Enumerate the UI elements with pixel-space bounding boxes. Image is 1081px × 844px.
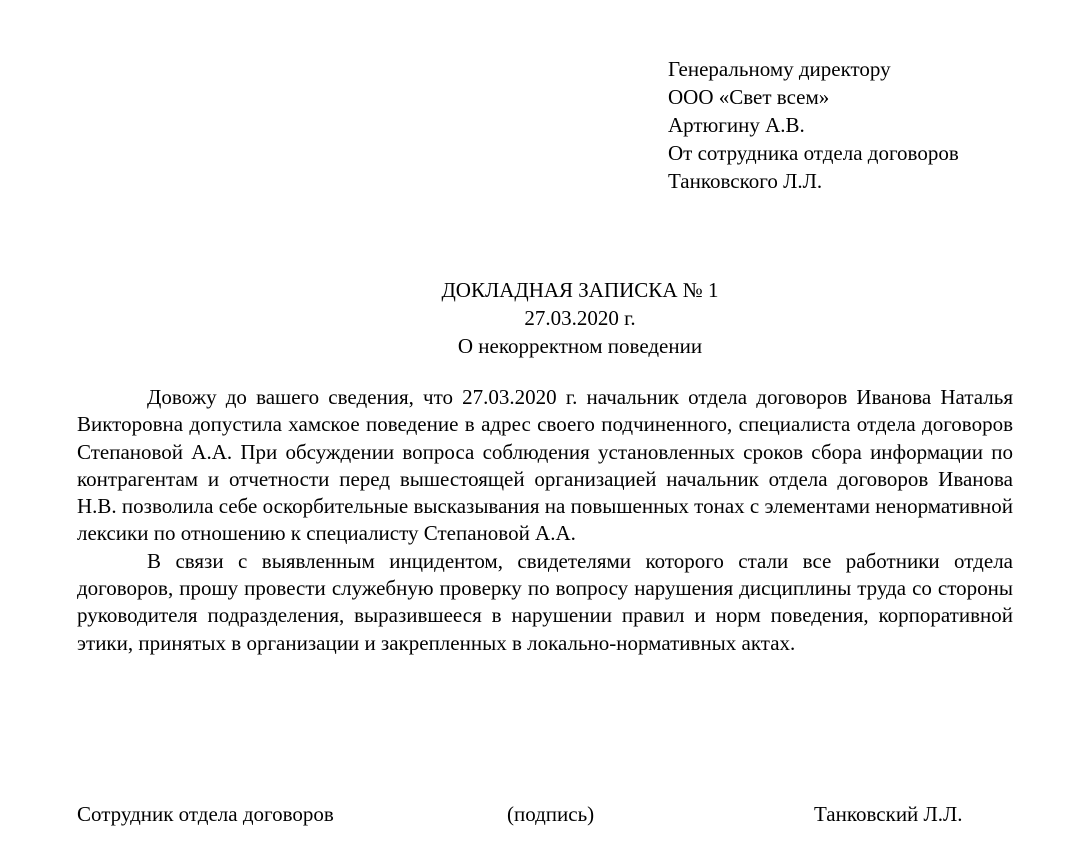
addressee-line: Танковского Л.Л. — [668, 169, 823, 193]
addressee-line: Артюгину А.В. — [668, 113, 805, 137]
addressee-line: ООО «Свет всем» — [668, 85, 830, 109]
document-body — [77, 384, 1013, 657]
signature-name: Танковский Л.Л. — [814, 802, 963, 826]
addressee-block — [668, 55, 959, 195]
signature-position: Сотрудник отдела договоров — [77, 802, 334, 826]
document-subject: О некорректном поведении — [457, 334, 703, 358]
addressee-line: От сотрудника отдела договоров — [668, 141, 959, 165]
body-paragraph: В связи с выявленным инцидентом, свидетелями которого стали все работники отдела договоров, прошу провести служебную проверку по вопросу нарушения дисциплины труда со стороны руководителя подразделения, выразившееся в нарушении правил и норм поведения, корпоративной этики, принятых в организации и закрепленных в локально-нормативных актах. — [77, 548, 1013, 655]
document-title: ДОКЛАДНАЯ ЗАПИСКА № 1 — [441, 278, 719, 302]
signature-placeholder: (подпись) — [507, 802, 595, 826]
body-paragraph: Довожу до вашего сведения, что 27.03.2020 г. начальник отдела договоров Иванова Наталья Викторовна допустила хамское поведение в адрес своего подчиненного, специалиста отдела договоров Степановой А.А. При обсуждении вопроса соблюдения установленных сроков сбора информации по контрагентам и отчетности перед вышестоящей организацией начальник отдела договоров Иванова Н.В. позволила себе оскорбительные высказывания на повышенных тонах с элементами ненормативной лексики по отношению к специалисту Степановой А.А. — [77, 385, 1013, 546]
document-date: 27.03.2020 г. — [524, 306, 636, 330]
addressee-line: Генеральному директору — [668, 57, 891, 81]
document-header — [0, 276, 1081, 360]
